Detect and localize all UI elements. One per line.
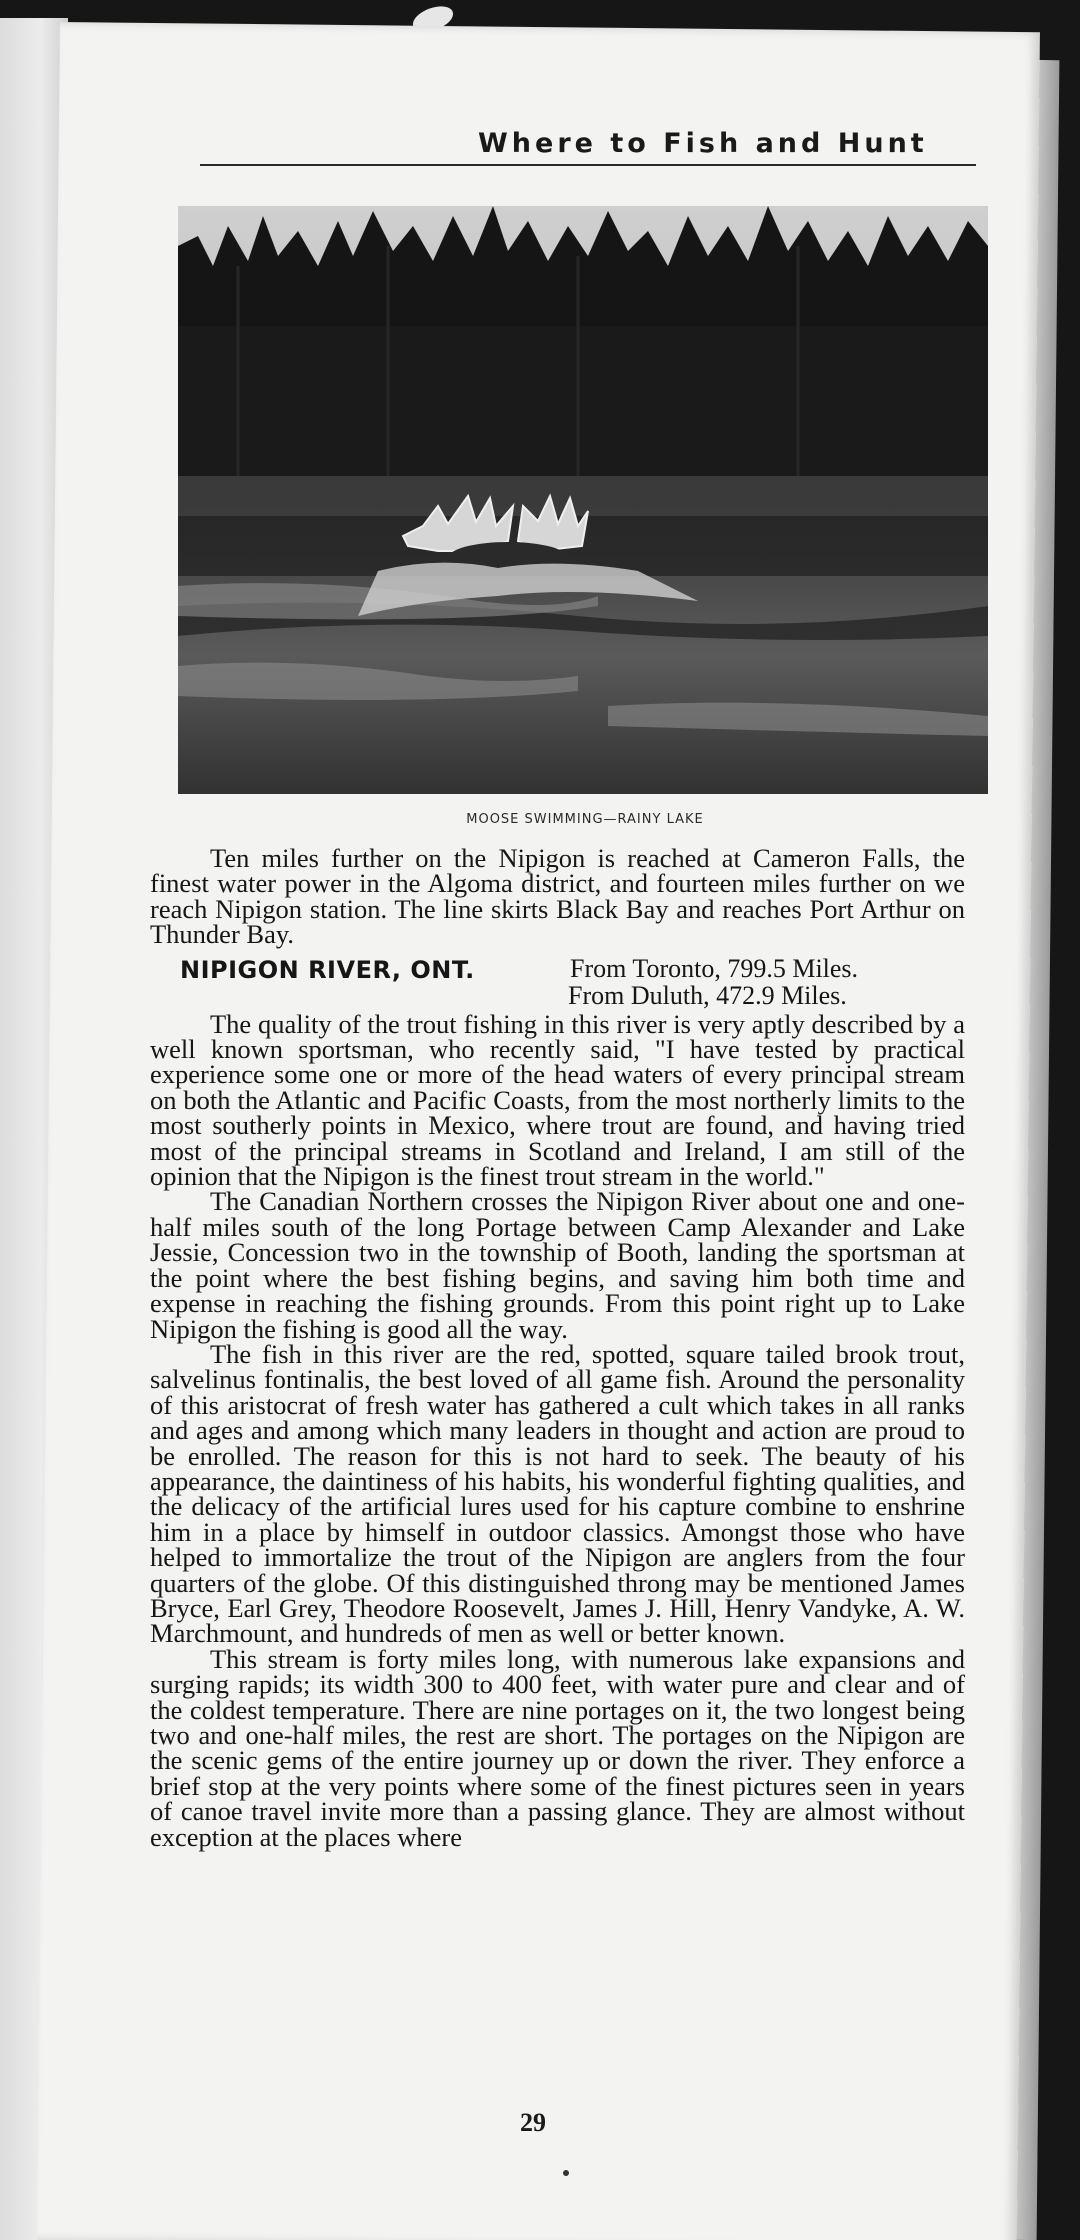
section-heading xyxy=(150,953,965,1010)
paragraph-canadian-northern: The Canadian Northern crosses the Nipigon River about one and one-half miles south of the long Portage between Camp Alexander and Lake Jessie, Concession two in the township of Booth, landing the sportsman at the point where the best fishing begins, and saving him both time and expense in reaching the fishing grounds. From this point right up to Lake Nipigon the fishing is good all the way. xyxy=(150,1186,965,1344)
body-text xyxy=(150,843,965,1852)
paragraph-stream: This stream is forty miles long, with numerous lake expansions and surging rapids; its width 300 to 400 feet, with water pure and clear and of the coldest temperature. There are nine portages on it, the two longest being two and one-half miles, the rest are short. The portages on the Nipigon are the scenic gems of the entire journey up or down the river. They enforce a brief stop at the very points where some of the finest pictures seen in years of canoe travel invite more than a passing glance. They are almost without exception at the places where xyxy=(150,1643,965,1852)
moose-swimming-image xyxy=(178,206,988,794)
header-rule xyxy=(200,164,976,166)
page-number: 29 xyxy=(520,2108,546,2137)
section-title: NIPIGON RIVER, ONT. xyxy=(180,955,475,984)
intro-paragraph: Ten miles further on the Nipigon is reached at Cameron Falls, the finest water power in the Algoma district, and fourteen miles further on we reach Nipigon station. The line skirts Black Bay and reaches Port Arthur on Thunder Bay. xyxy=(150,843,965,950)
paragraph-fish: The fish in this river are the red, spotted, square tailed brook trout, salvelinus fontinalis, the best loved of all game fish. Around the personality of this aristocrat of fresh water has gathered a cult which takes in all ranks and ages and among which many leaders in thought and action are proud to be enrolled. The reason for this is not hard to seek. The beauty of his appearance, the daintiness of his habits, his wonderful fighting qualities, and the delicacy of the artificial lures used for his capture combine to enshrine him in a place by himself in outdoor classics. Amongst those who have helped to immortalize the trout of the Nipigon are anglers from the four quarters of the globe. Of this distinguished throng may be mentioned James Bryce, Earl Grey, Theodore Roosevelt, James J. Hill, Henry Vandyke, A. W. Marchmount, and hundreds of men as well or better known. xyxy=(150,1338,965,1649)
print-dot xyxy=(563,2170,569,2176)
paragraph-quality: The quality of the trout fishing in this river is very aptly described by a well known sportsman, who recently said, "I have tested by practical experience some one or more of the head waters of every principal stream on both the Atlantic and Pacific Coasts, from the most northerly limits to the most southerly points in Mexico, where trout are found, and having tried most of the principal streams in Scotland and Ireland, I am still of the opinion that the Nipigon is the finest trout stream in the world." xyxy=(150,1008,965,1192)
photo-caption: MOOSE SWIMMING—RAINY LAKE xyxy=(466,812,704,827)
running-head: Where to Fish and Hunt xyxy=(478,128,928,159)
distance-duluth: From Duluth, 472.9 Miles. xyxy=(568,980,847,1010)
distance-toronto: From Toronto, 799.5 Miles. xyxy=(570,953,859,983)
moose-photo xyxy=(178,206,988,794)
